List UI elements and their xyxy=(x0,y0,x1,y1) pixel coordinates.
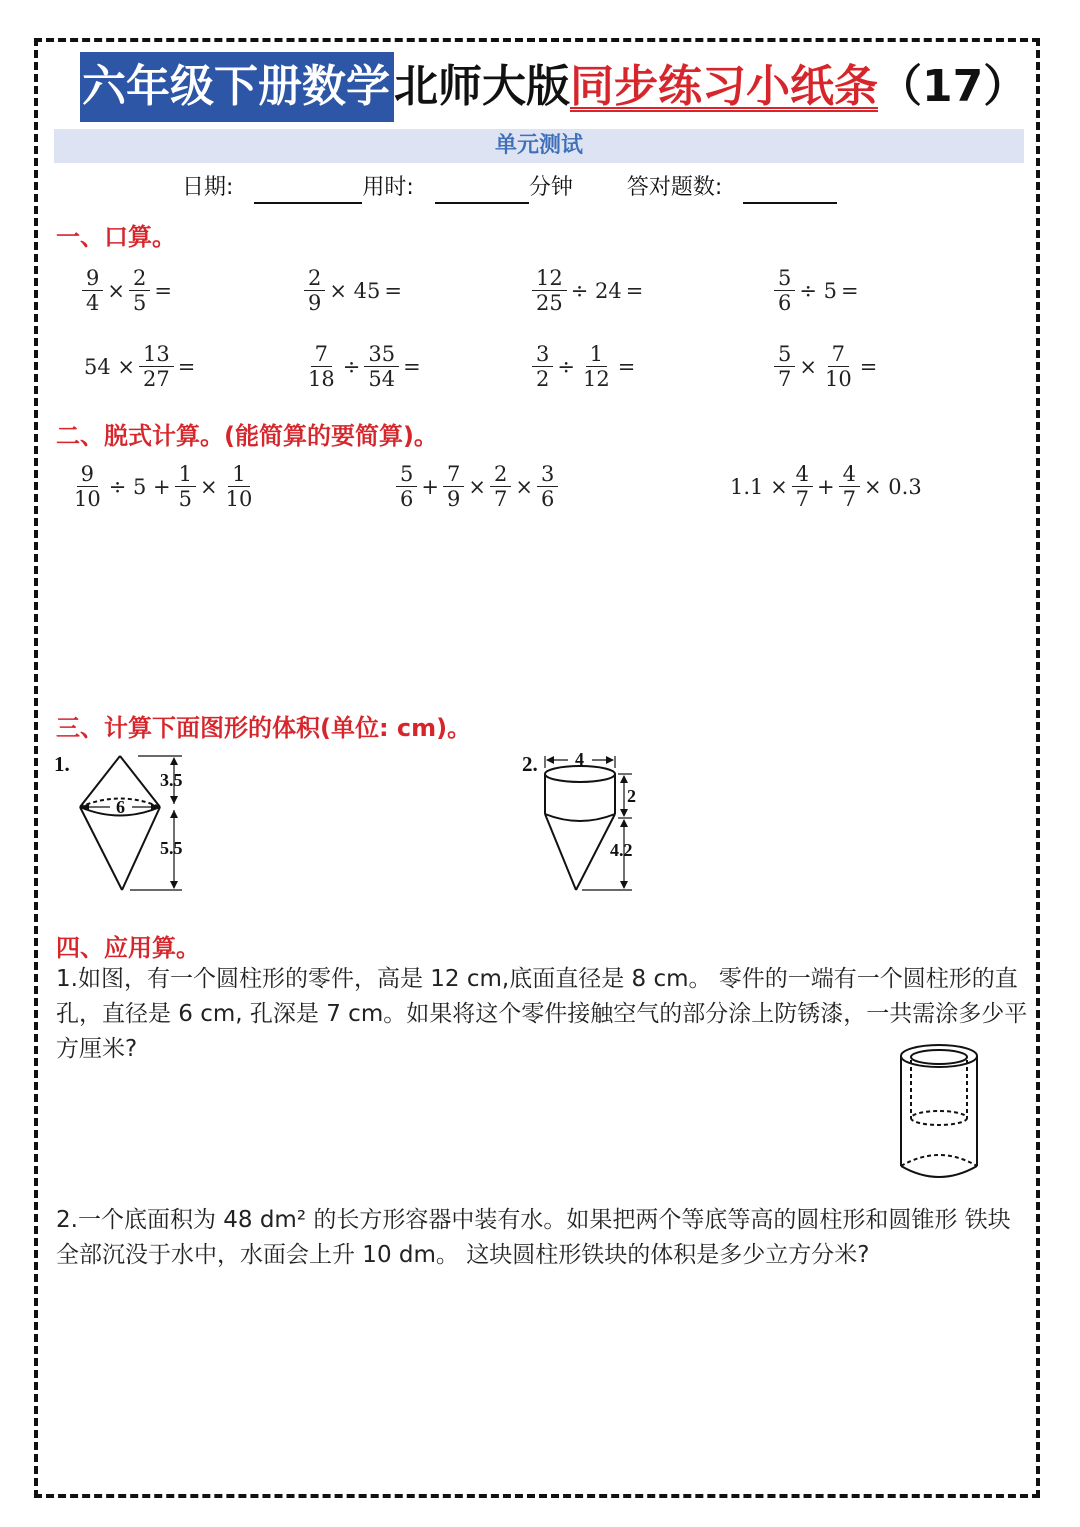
oral-q2: $\frac{2}{9}$ × 45 = xyxy=(302,266,404,315)
title-edition: 北师大版 xyxy=(394,61,570,112)
figure-1-number: 1. xyxy=(54,752,70,776)
correct-blank[interactable] xyxy=(743,178,837,204)
figure-2-cone-height-label: 4.2 xyxy=(610,840,633,860)
problem-1-text: 1.如图，有一个圆柱形的零件，高是 12 cm,底面直径是 8 cm。 零件的一端有一个圆柱形的直孔，直径是 6 cm, 孔深是 7 cm。如果将这个零件接触空气的部分涂上防锈漆，一共需涂多少平方厘米? xyxy=(56,966,1028,1062)
figure-1-top-height-label: 3.5 xyxy=(160,770,183,790)
subtitle-bar: 单元测试 xyxy=(54,129,1024,163)
figure-2-width-label: 4 xyxy=(575,749,584,769)
title-number: （17） xyxy=(878,61,1028,112)
section-oral: 一、口算。 xyxy=(56,223,176,251)
date-blank[interactable] xyxy=(254,178,362,204)
figure-1-bottom-height-label: 5.5 xyxy=(160,838,183,858)
figure-2-cylinder-cone-diagram xyxy=(538,752,648,897)
oral-q7: $\frac{3}{2}$ ÷ $\frac{1}{12}$ = xyxy=(530,342,637,391)
time-unit: 分钟 xyxy=(528,175,573,200)
page-title xyxy=(80,52,1028,122)
date-label: 日期: xyxy=(182,175,234,200)
oral-q6: $\frac{7}{18}$ ÷ $\frac{35}{54}$ = xyxy=(308,342,421,391)
time-label: 用时: xyxy=(362,175,414,200)
hollow-cylinder-diagram xyxy=(896,1040,982,1182)
section-volume: 三、计算下面图形的体积(单位: cm)。 xyxy=(56,714,472,742)
figure-1-width-label: 6 xyxy=(116,797,125,817)
oral-q1: $\frac{9}{4}$ × $\frac{2}{5}$ = xyxy=(80,266,174,315)
oral-q5: 54 × $\frac{13}{27}$ = xyxy=(84,342,196,391)
oral-q3: $\frac{12}{25}$ ÷ 24 = xyxy=(530,266,645,315)
info-row xyxy=(182,172,837,204)
section-calc: 二、脱式计算。(能简算的要简算)。 xyxy=(56,422,438,450)
section-application: 四、应用算。 xyxy=(56,934,200,962)
calc-c1: $\frac{9}{10}$ ÷ 5 + $\frac{1}{5}$ × $\frac{1}{10}$ xyxy=(74,462,253,511)
figure-2-cylinder-height-label: 2 xyxy=(627,786,636,806)
calc-c2: $\frac{5}{6}$ + $\frac{7}{9}$ × $\frac{2}{7}$ × $\frac{3}{6}$ xyxy=(394,462,560,511)
calc-c3: 1.1 × $\frac{4}{7}$ + $\frac{4}{7}$ × 0.3 xyxy=(730,462,922,511)
problem-2-text: 2.一个底面积为 48 dm² 的长方形容器中装有水。如果把两个等底等高的圆柱形和圆锥形 铁块全部沉没于水中，水面会上升 10 dm。 这块圆柱形铁块的体积是多少立方分米? xyxy=(56,1207,1011,1268)
correct-label: 答对题数: xyxy=(626,175,723,200)
time-blank[interactable] xyxy=(435,178,529,204)
title-grade: 六年级下册数学 xyxy=(80,52,394,122)
title-series: 同步练习小纸条 xyxy=(570,61,878,112)
oral-q4: $\frac{5}{6}$ ÷ 5 = xyxy=(772,266,861,315)
figure-2-number: 2. xyxy=(522,752,538,776)
oral-q8: $\frac{5}{7}$ × $\frac{7}{10}$ = xyxy=(772,342,879,391)
